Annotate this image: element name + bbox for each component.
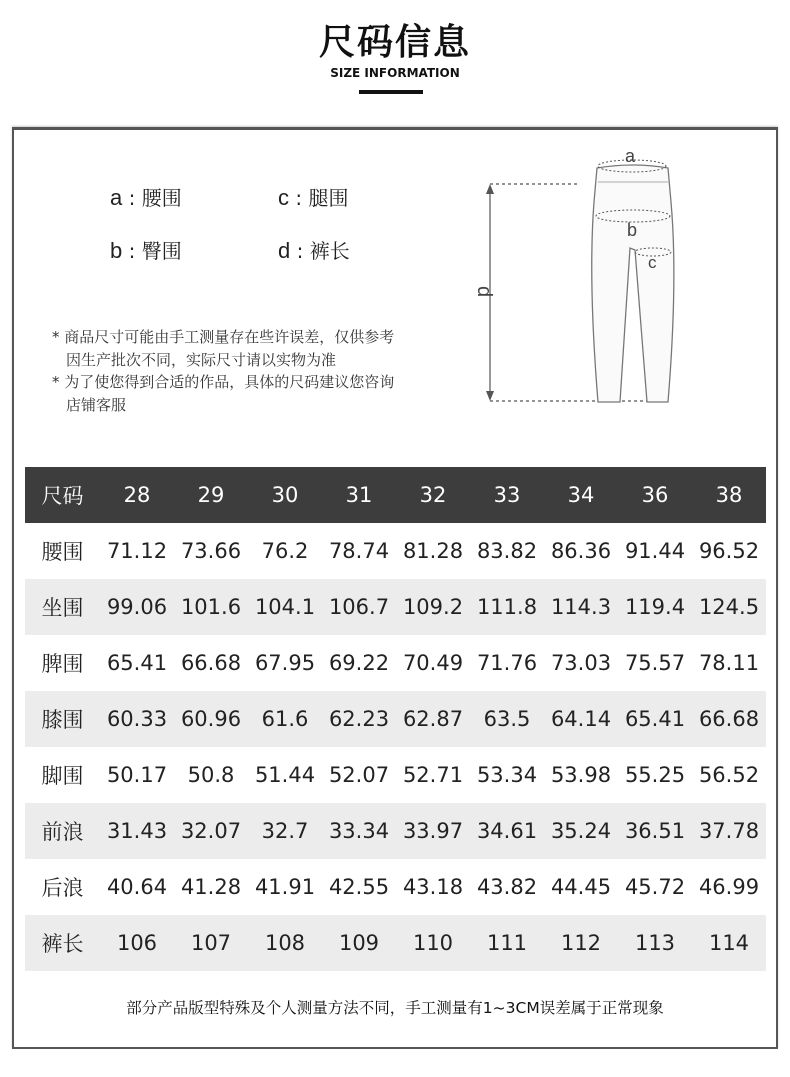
table-row xyxy=(25,803,766,859)
footnote: 部分产品版型特殊及个人测量方法不同，手工测量有1~3CM误差属于正常现象 xyxy=(126,999,664,1017)
table-cell: 33.97 xyxy=(396,803,470,859)
table-cell: 50.8 xyxy=(187,763,235,787)
table-cell: 66.68 xyxy=(180,651,242,675)
size-table-body xyxy=(25,523,766,971)
header-cell-size: 34 xyxy=(544,467,618,523)
table-cell: 71.12 xyxy=(106,539,168,563)
table-cell: 69.22 xyxy=(328,651,390,675)
table-cell: 60.96 xyxy=(174,691,248,747)
row-label: 脾围 xyxy=(41,652,84,676)
legend-key: c xyxy=(278,185,289,210)
legend-item-a xyxy=(110,182,182,211)
header-cell-size: 38 xyxy=(692,467,766,523)
table-cell: 52.07 xyxy=(328,763,390,787)
table-cell: 64.14 xyxy=(544,691,618,747)
table-cell: 50.17 xyxy=(106,763,168,787)
row-label: 脚围 xyxy=(41,764,84,788)
table-row xyxy=(25,579,766,635)
table-cell: 56.52 xyxy=(698,763,760,787)
table-cell: 66.68 xyxy=(692,691,766,747)
header-cell-size: 28 xyxy=(100,467,174,523)
table-cell: 111.8 xyxy=(470,579,544,635)
table-cell: 31.43 xyxy=(100,803,174,859)
page-title: 尺码信息 xyxy=(318,22,471,63)
table-cell: 106 xyxy=(100,915,174,971)
note-line: * 为了使您得到合适的作品，具体的尺码建议您咨询 xyxy=(52,373,395,391)
row-label: 前浪 xyxy=(25,803,100,859)
table-cell: 34.61 xyxy=(470,803,544,859)
size-header-row xyxy=(25,467,766,523)
table-cell: 83.82 xyxy=(476,539,538,563)
page-subtitle: SIZE INFORMATION xyxy=(330,66,460,80)
table-cell: 44.45 xyxy=(550,875,612,899)
table-cell: 91.44 xyxy=(624,539,686,563)
table-cell: 114 xyxy=(692,915,766,971)
table-row xyxy=(25,859,766,915)
table-cell: 78.11 xyxy=(698,651,760,675)
table-cell: 53.34 xyxy=(476,763,538,787)
table-cell: 101.6 xyxy=(174,579,248,635)
table-cell: 76.2 xyxy=(261,539,309,563)
table-cell: 65.41 xyxy=(106,651,168,675)
table-cell: 81.28 xyxy=(402,539,464,563)
table-cell: 52.71 xyxy=(402,763,464,787)
table-cell: 78.74 xyxy=(328,539,390,563)
legend-sep: : xyxy=(128,239,136,263)
table-row xyxy=(25,747,766,803)
table-row xyxy=(25,915,766,971)
table-cell: 109.2 xyxy=(396,579,470,635)
table-cell: 53.98 xyxy=(550,763,612,787)
pants-diagram xyxy=(470,140,710,420)
table-cell: 41.28 xyxy=(180,875,242,899)
label-b: b xyxy=(627,220,638,240)
table-cell: 63.5 xyxy=(470,691,544,747)
table-cell: 99.06 xyxy=(100,579,174,635)
table-cell: 32.7 xyxy=(248,803,322,859)
table-cell: 46.99 xyxy=(698,875,760,899)
header-cell-size: 29 xyxy=(174,467,248,523)
label-d: d xyxy=(473,286,495,298)
label-c: c xyxy=(648,253,657,272)
table-row xyxy=(25,691,766,747)
table-cell: 112 xyxy=(544,915,618,971)
table-cell: 73.03 xyxy=(550,651,612,675)
table-cell: 110 xyxy=(396,915,470,971)
row-label: 后浪 xyxy=(41,876,84,900)
row-label: 膝围 xyxy=(25,691,100,747)
legend-key: d xyxy=(278,238,291,263)
table-cell: 35.24 xyxy=(544,803,618,859)
table-cell: 37.78 xyxy=(692,803,766,859)
table-cell: 41.91 xyxy=(254,875,316,899)
title-underline xyxy=(359,90,423,94)
row-label: 腰围 xyxy=(41,540,84,564)
header-cell-size: 30 xyxy=(248,467,322,523)
legend-label: 裤长 xyxy=(309,239,350,263)
table-cell: 109 xyxy=(322,915,396,971)
table-cell: 124.5 xyxy=(692,579,766,635)
row-label: 裤长 xyxy=(25,915,100,971)
legend-key: b xyxy=(110,238,123,263)
table-cell: 43.18 xyxy=(402,875,464,899)
table-cell: 45.72 xyxy=(624,875,686,899)
legend-sep: : xyxy=(295,186,303,210)
table-cell: 114.3 xyxy=(544,579,618,635)
note-line: 因生产批次不同，实际尺寸请以实物为准 xyxy=(66,350,337,369)
table-cell: 62.23 xyxy=(322,691,396,747)
row-label: 坐围 xyxy=(25,579,100,635)
table-cell: 108 xyxy=(248,915,322,971)
table-row xyxy=(25,523,766,579)
table-row xyxy=(25,635,766,691)
table-cell: 71.76 xyxy=(476,651,538,675)
table-cell: 42.55 xyxy=(328,875,390,899)
table-cell: 86.36 xyxy=(550,539,612,563)
legend-key: a xyxy=(110,185,123,210)
table-cell: 32.07 xyxy=(174,803,248,859)
table-cell: 106.7 xyxy=(322,579,396,635)
table-cell: 67.95 xyxy=(254,651,316,675)
legend-item-d xyxy=(278,235,350,264)
table-cell: 33.34 xyxy=(322,803,396,859)
header-cell-label: 尺码 xyxy=(25,467,100,523)
table-cell: 65.41 xyxy=(618,691,692,747)
note-line: 店铺客服 xyxy=(66,395,127,414)
legend-sep: : xyxy=(128,186,136,210)
table-cell: 40.64 xyxy=(106,875,168,899)
table-cell: 61.6 xyxy=(248,691,322,747)
table-cell: 43.82 xyxy=(476,875,538,899)
table-cell: 62.87 xyxy=(396,691,470,747)
note-line: * 商品尺寸可能由手工测量存在些许误差，仅供参考 xyxy=(52,328,395,346)
table-cell: 73.66 xyxy=(180,539,242,563)
legend-label: 腰围 xyxy=(141,186,182,210)
table-cell: 119.4 xyxy=(618,579,692,635)
table-cell: 75.57 xyxy=(624,651,686,675)
table-cell: 55.25 xyxy=(624,763,686,787)
legend-item-b xyxy=(110,235,182,264)
table-cell: 107 xyxy=(174,915,248,971)
table-cell: 36.51 xyxy=(618,803,692,859)
legend-sep: : xyxy=(296,239,304,263)
table-cell: 96.52 xyxy=(698,539,760,563)
table-cell: 51.44 xyxy=(254,763,316,787)
table-cell: 70.49 xyxy=(402,651,464,675)
legend-item-c xyxy=(278,182,348,211)
table-cell: 60.33 xyxy=(100,691,174,747)
size-table xyxy=(25,467,766,971)
header-cell-size: 36 xyxy=(618,467,692,523)
legend-label: 腿围 xyxy=(308,186,349,210)
header-cell-size: 31 xyxy=(322,467,396,523)
pants-outline xyxy=(592,165,674,402)
table-cell: 113 xyxy=(618,915,692,971)
table-cell: 111 xyxy=(470,915,544,971)
header-cell-size: 32 xyxy=(396,467,470,523)
legend-label: 臀围 xyxy=(141,239,182,263)
table-cell: 104.1 xyxy=(248,579,322,635)
measurement-notes xyxy=(52,326,462,416)
label-a: a xyxy=(625,146,636,166)
header-cell-size: 33 xyxy=(470,467,544,523)
